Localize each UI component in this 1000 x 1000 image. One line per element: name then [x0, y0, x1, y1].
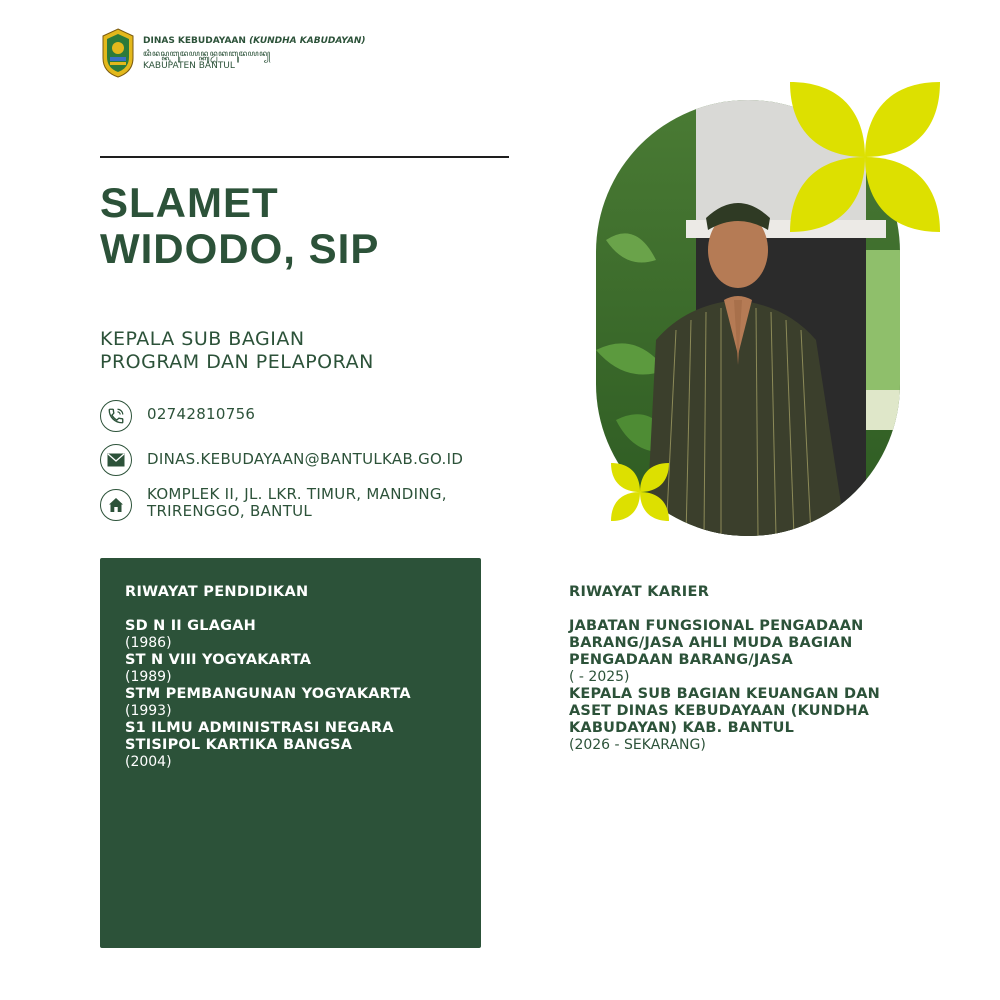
career-role-line2: BARANG/JASA AHLI MUDA BAGIAN — [569, 635, 853, 651]
education-item — [125, 618, 465, 652]
school-name-line1: S1 ILMU ADMINISTRASI NEGARA — [125, 720, 394, 736]
position-line2: PROGRAM DAN PELAPORAN — [100, 351, 374, 373]
org-javanese-script: ꦢꦶꦤꦱ꧀ꦏꦧꦸꦢꦪꦤ꧀ꦏꦸꦤ꧀ꦝꦏꦧꦸꦢꦪꦤ꧀ — [143, 49, 271, 58]
career-role-line3: KABUDAYAN) KAB. BANTUL — [569, 720, 795, 736]
header-divider — [100, 156, 509, 158]
career-title: RIWAYAT KARIER — [569, 584, 710, 600]
person-name-line1: SLAMET — [100, 179, 279, 226]
regency-emblem-icon — [100, 28, 136, 78]
school-year: (1989) — [125, 669, 172, 685]
org-name — [143, 36, 366, 46]
regency-name: KABUPATEN BANTUL — [143, 61, 235, 71]
career-period: (2026 - SEKARANG) — [569, 737, 706, 753]
home-icon — [100, 489, 132, 521]
phone-number[interactable]: 02742810756 — [147, 405, 256, 423]
position-line1: KEPALA SUB BAGIAN — [100, 328, 305, 350]
education-panel — [100, 558, 481, 948]
education-title: RIWAYAT PENDIDIKAN — [125, 584, 309, 600]
career-item — [569, 618, 909, 686]
address-line1: KOMPLEK II, JL. LKR. TIMUR, MANDING, — [147, 485, 447, 503]
school-year: (1986) — [125, 635, 172, 651]
person-name-line2: WIDODO, SIP — [100, 225, 380, 272]
education-item — [125, 652, 465, 686]
envelope-icon — [100, 444, 132, 476]
career-role-line1: JABATAN FUNGSIONAL PENGADAAN — [569, 618, 864, 634]
flower-icon — [611, 463, 669, 521]
school-year: (2004) — [125, 754, 172, 770]
address-line2: TRIRENGGO, BANTUL — [147, 502, 313, 520]
school-name-line2: STISIPOL KARTIKA BANGSA — [125, 737, 353, 753]
education-item — [125, 686, 465, 720]
phone-icon — [100, 400, 132, 432]
flower-icon — [790, 82, 940, 232]
school-name: ST N VIII YOGYAKARTA — [125, 652, 312, 668]
person-name — [100, 180, 530, 272]
education-item — [125, 720, 465, 771]
career-section — [569, 584, 909, 754]
school-year: (1993) — [125, 703, 172, 719]
person-position — [100, 328, 520, 374]
email-address[interactable]: DINAS.KEBUDAYAAN@BANTULKAB.GO.ID — [147, 450, 464, 468]
career-role-line1: KEPALA SUB BAGIAN KEUANGAN DAN — [569, 686, 880, 702]
school-name: STM PEMBANGUNAN YOGYAKARTA — [125, 686, 411, 702]
org-name-text: DINAS KEBUDAYAAN — [143, 36, 246, 46]
address — [147, 486, 507, 520]
school-name: SD N II GLAGAH — [125, 618, 256, 634]
career-role-line3: PENGADAAN BARANG/JASA — [569, 652, 793, 668]
career-item — [569, 686, 909, 754]
career-role-line2: ASET DINAS KEBUDAYAAN (KUNDHA — [569, 703, 870, 719]
career-period: ( - 2025) — [569, 669, 630, 685]
org-name-alt: (KUNDHA KABUDAYAN) — [249, 36, 366, 46]
